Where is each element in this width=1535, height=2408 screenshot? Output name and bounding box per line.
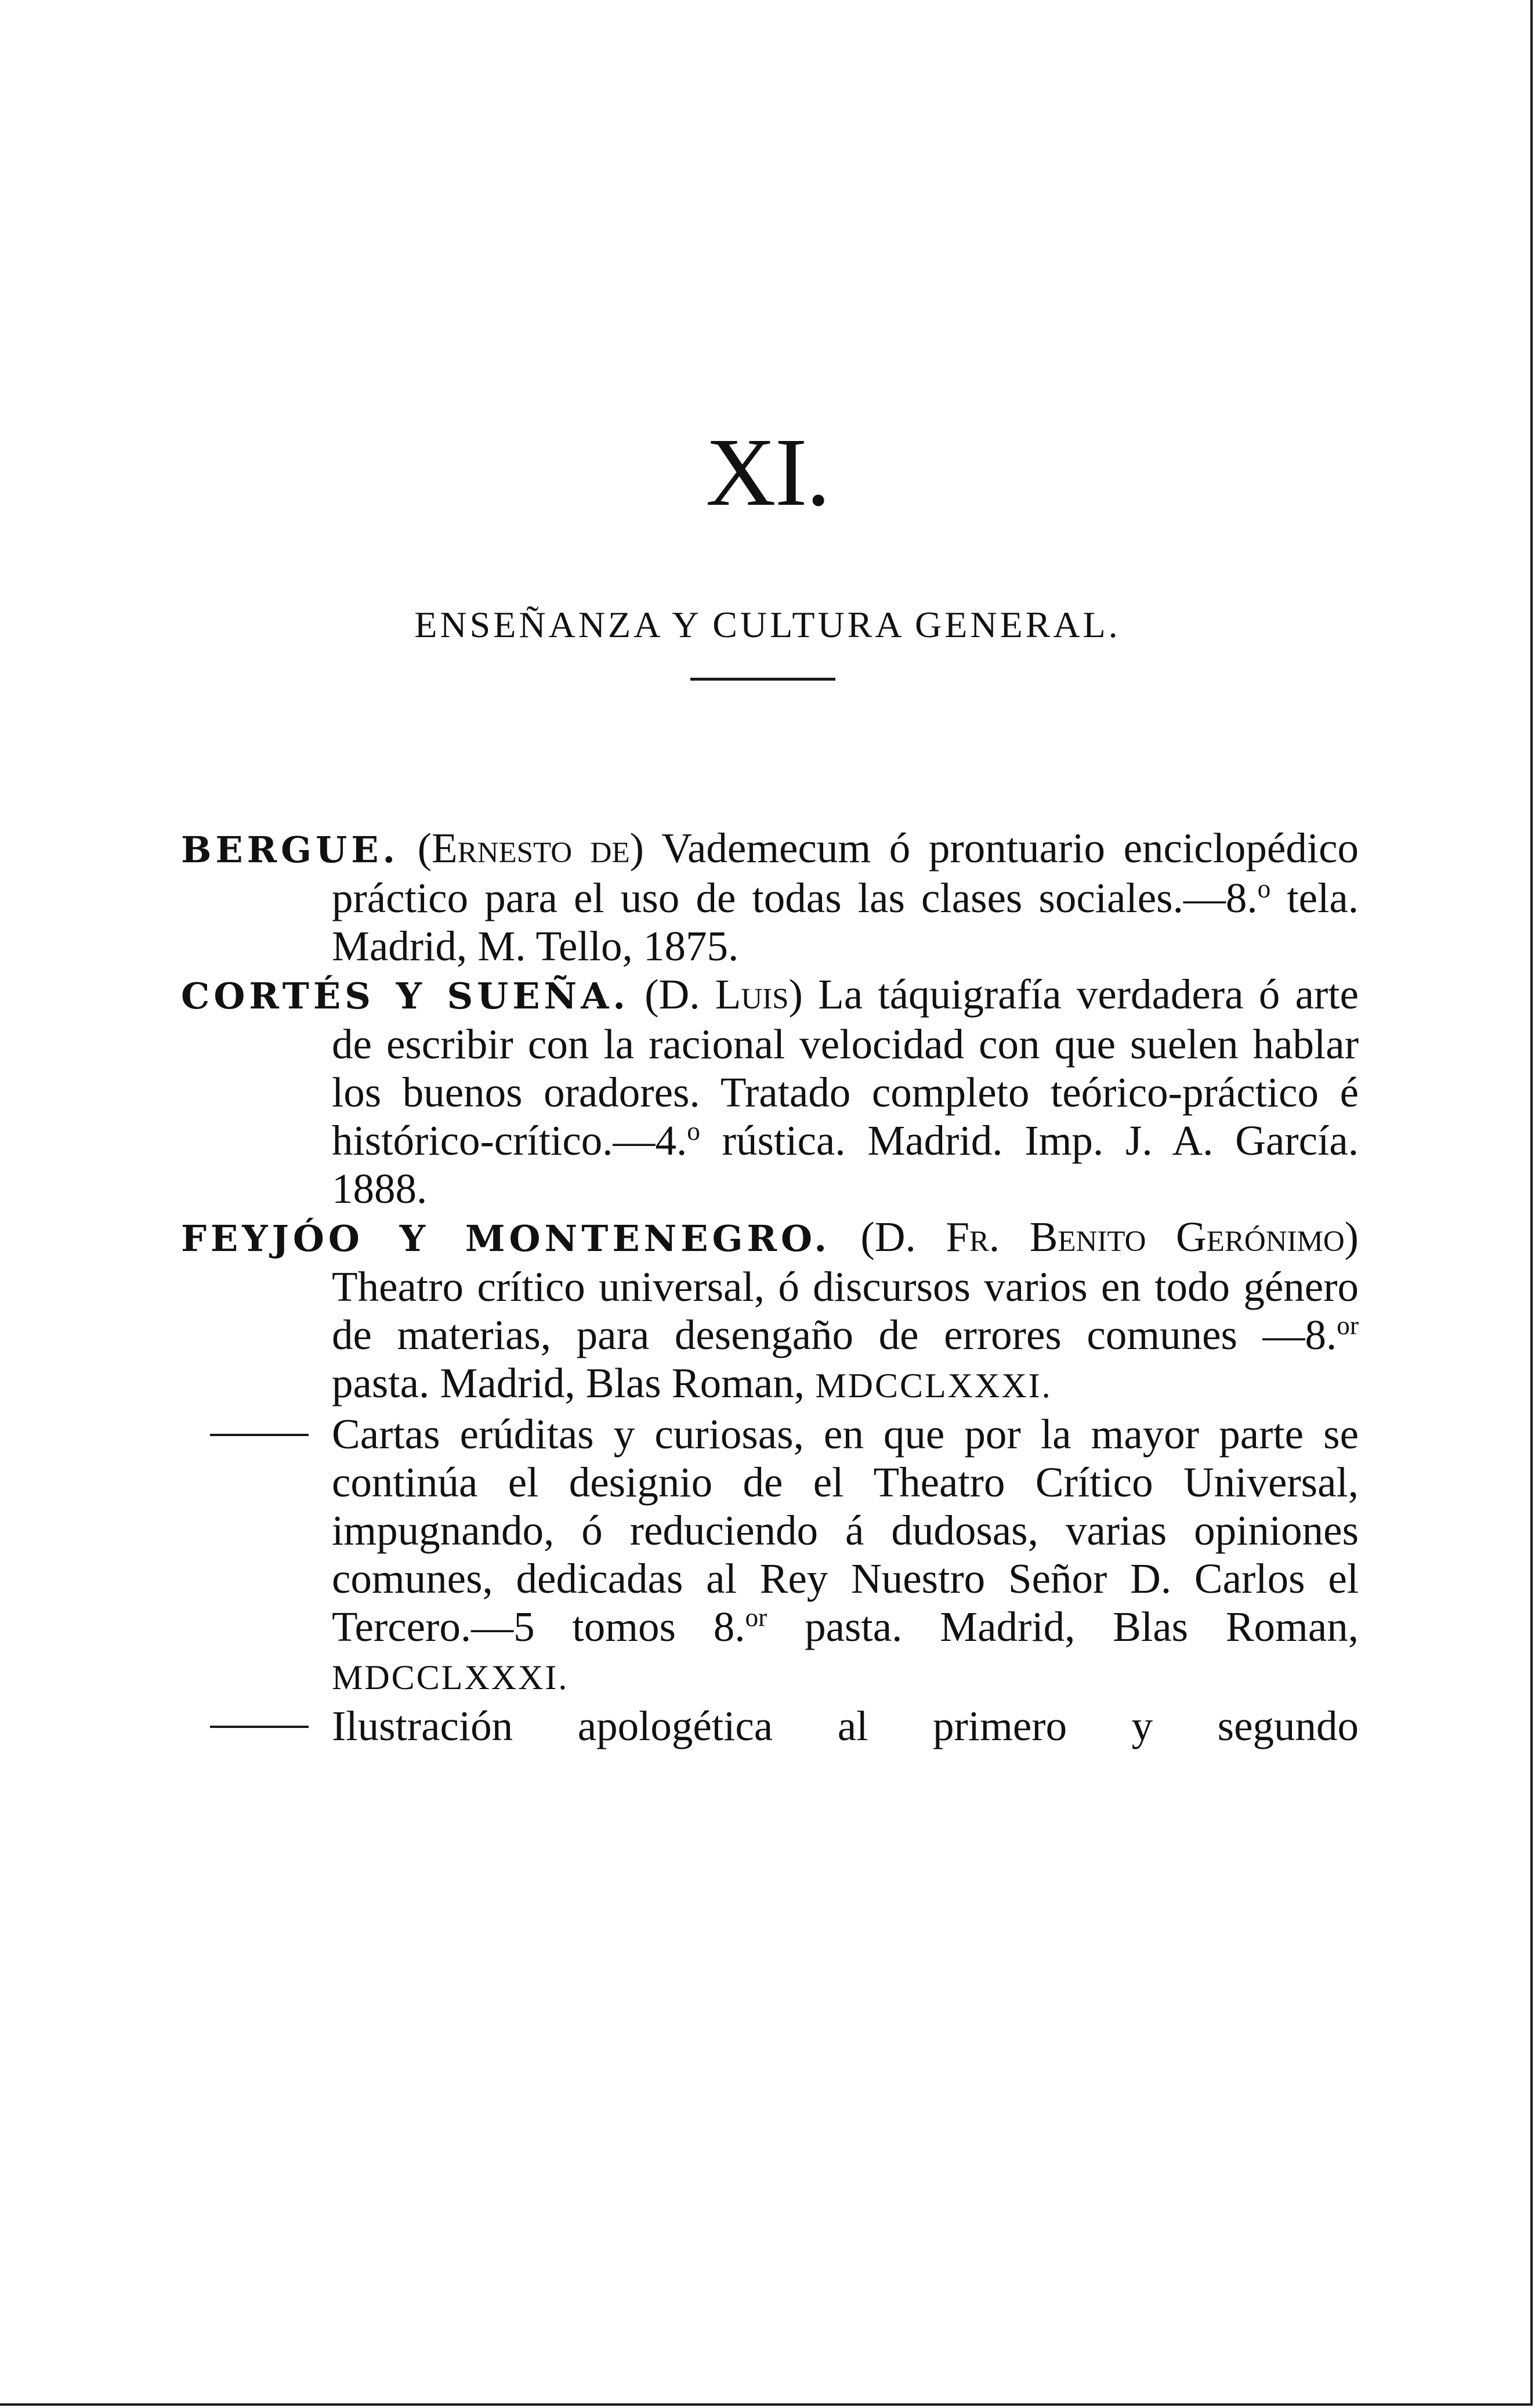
bibliography-entry (181, 970, 1359, 1213)
bibliography-entry (181, 1410, 1359, 1702)
entry-year-roman: MDCCLXXXI. (332, 1658, 569, 1697)
entry-author-name: (D. Fr. Benito Gerónimo) (860, 1213, 1359, 1260)
entry-format-superscript: or (745, 1603, 768, 1632)
entry-year-roman: MDCCLXXXI. (815, 1366, 1052, 1405)
chapter-number: XI. (705, 418, 830, 526)
entry-format-superscript: o (1257, 874, 1271, 903)
entry-format-superscript: or (1337, 1311, 1359, 1340)
entry-text: Vademecum ó prontuario enciclopédico práctico para el uso de todas las clases sociales.—8. (332, 825, 1359, 921)
title-rule (690, 678, 835, 681)
bibliography-list (181, 824, 1359, 1750)
entry-text: Theatro crítico universal, ó discursos varios en todo género de materias, para desengaño de errores comunes —8. (332, 1263, 1359, 1358)
section-title: ENSEÑANZA Y CULTURA GENERAL. (414, 604, 1121, 645)
entry-author-name: (Ernesto de) (417, 825, 644, 872)
entry-author: CORTÉS Y SUEÑA. (181, 975, 629, 1017)
entry-author-name: (D. Luis) (645, 971, 803, 1018)
entry-author: FEYJÓO Y MONTENEGRO. (181, 1217, 831, 1260)
entry-text: Ilustración apologética al primero y segundo (332, 1702, 1359, 1749)
entry-ditto-dash (210, 1726, 309, 1728)
entry-author: BERGUE. (181, 829, 400, 871)
entry-text-after: tela. Madrid, M. Tello, 1875. (332, 874, 1359, 970)
bibliography-entry (181, 824, 1359, 970)
entry-text-after: pasta. Madrid, Blas Roman, (767, 1603, 1359, 1650)
bibliography-entry (181, 1702, 1359, 1750)
entry-text: La táquigrafía verdadera ó arte de escribir con la racional velocidad con que suelen hablar los buenos oradores. Tratado completo teórico-práctico é histórico-crítico.—4. (332, 971, 1359, 1164)
entry-ditto-dash (210, 1434, 309, 1436)
entry-format-superscript: o (687, 1116, 700, 1146)
entry-text: Cartas erúditas y curiosas, en que por la mayor parte se continúa el designio de el Theatro Crítico Universal, impugnando, ó reduciendo á dudosas, varias opiniones comunes, dedicadas al Rey Nuestro Señor D. Carlos el Tercero.—5 tomos 8. (332, 1411, 1359, 1650)
entry-text-after: pasta. Madrid, Blas Roman, (332, 1360, 816, 1407)
bibliography-entry (181, 1213, 1359, 1410)
entry-text-after: rústica. Madrid. Imp. J. A. García. 1888. (332, 1117, 1359, 1212)
